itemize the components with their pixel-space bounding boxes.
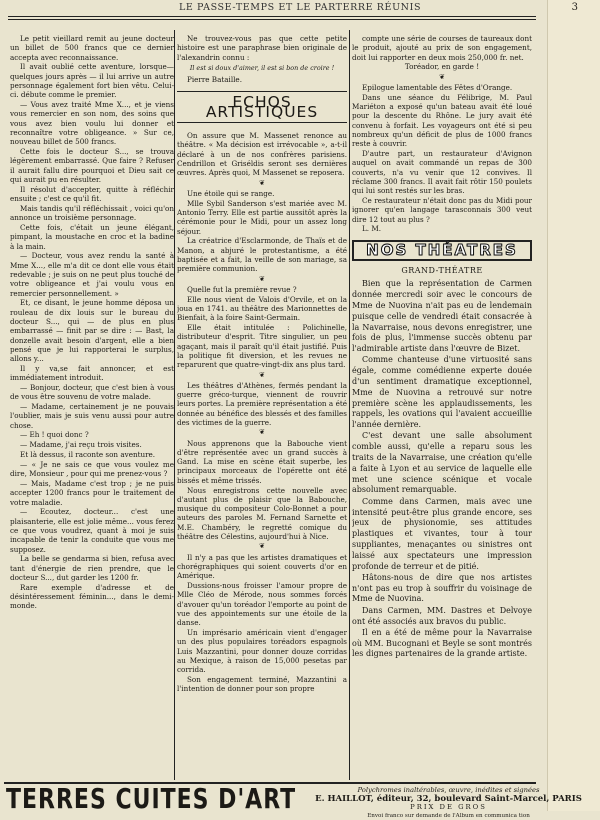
paragraph: La créatrice d'Esclarmonde, de Thaïs et de Manon, a abjuré le protestantisme, a été baptisée et a fait, la veille de son mariage, sa première communion. (177, 236, 347, 273)
paragraph: Et là dessus, il raconte son aventure. (10, 450, 174, 459)
paragraph: — Vous avez traité Mme X..., et je viens vous remercier en son nom, des soins que vous avez bien voulu lui donner et reconnaître votre obligeance. » Sur ce, nouveau billet de 500 francs. (10, 100, 174, 146)
paragraph: Elle était intitulée : Polichinelle, distributeur d'esprit. Titre singulier, un peu agaçant, mais il paraît qu'il était justifié. Puis la politique fit diversion, et les revues ne reparurent que quatre-vingt-dix ans plus tard. (177, 323, 347, 369)
paragraph: — Madame, j'ai reçu trois visites. (10, 440, 174, 449)
paragraph: — Mais, Madame c'est trop ; je ne puis accepter 1200 francs pour le traitement de votre maladie. (10, 479, 174, 507)
page-number: 3 (572, 2, 578, 13)
paragraph: Un imprésario américain vient d'engager un des plus populaires toréadors espagnols Luis Mazzantini, pour donner douze corridas au Mexique, à raison de 15,000 pesetas par corrida. (177, 628, 347, 674)
paragraph: Epilogue lamentable des Fêtes d'Orange. (352, 83, 532, 92)
advert-line: Envoi franco sur demande de l'Album en communica tion (306, 812, 591, 820)
paragraph: Il résolut d'accepter, quitte à réfléchir ensuite ; c'est ce qu'il fit. (10, 185, 174, 204)
running-title: LE PASSE-TEMPS ET LE PARTERRE RÉUNIS (0, 2, 600, 16)
column-1 (10, 34, 174, 779)
column-rule-2 (349, 30, 350, 780)
ornament-icon: ❦ (177, 371, 347, 380)
verse-quote: Il est si doux d'aimer, il est si bon de croire ! (177, 64, 347, 73)
advert-publisher: E. HAILLOT, éditeur, 32, boulevard Saint-Marcel, PARIS (306, 795, 591, 804)
paragraph: Il y va,se fait annoncer, et est immédiatement introduit. (10, 364, 174, 383)
column-3 (352, 34, 532, 779)
paragraph: Il n'y a pas que les artistes dramatiques et chorégraphiques qui soient couverts d'or en Amérique. (177, 553, 347, 581)
paragraph: Ne trouvez-vous pas que cette petite histoire est une paraphrase bien originale de l'alexandrin connu : (177, 34, 347, 62)
section-title-echos: ECHOS ARTISTIQUES (177, 91, 347, 123)
paragraph: Une étoile qui se range. (177, 189, 347, 198)
advertisement (6, 788, 596, 810)
paragraph: Bien que la représentation de Carmen donnée mercredi soir avec le concours de Mme de Nuovina n'ait pas eu de lendemain puisque celle de vendredi était consacrée à la Navarraise, nous devons enregistrer, une fois de plus, l'immense succès obtenu par l'admirable artiste dans l'œuvre de Bizet. (352, 279, 532, 355)
paragraph: — Bonjour, docteur, que c'est bien à vous de vous être souvenu de votre malade. (10, 383, 174, 402)
paragraph: — Madame, certainement je ne pouvais l'oublier, mais je suis venu aussi pour autre chose. (10, 402, 174, 430)
paragraph: Toréador, en garde ! (352, 62, 532, 71)
ornament-icon: ❦ (177, 275, 347, 284)
paragraph: Son engagement terminé, Mazzantini a l'intention de donner pour son propre (177, 675, 347, 694)
advert-headline: TERRES CUITES D'ART (6, 784, 296, 815)
paragraph: Rare exemple d'adresse et de désintéressement féminin..., dans le demi-monde. (10, 583, 174, 611)
paragraph: Cette fois le docteur S..., se trouva légèrement embarrassé. Que faire ? Refuser il aurait fallu dire pourquoi et Dieu sait ce qui aurait pu en résulter. (10, 147, 174, 184)
paragraph: Les théâtres d'Athènes, fermés pendant la guerre gréco-turque, viennent de rouvrir leurs portes. La première représentation a été donnée au bénéfice des blessés et des familles des victimes de la guerre. (177, 381, 347, 427)
paragraph: — Eh ! quoi donc ? (10, 430, 174, 439)
paragraph: Dussions-nous froisser l'amour propre de Mlle Cléo de Mérode, nous sommes forcés d'avouer qu'un toréador l'emporte au point de vue des appointements sur une étoile de la danse. (177, 581, 347, 627)
paragraph: C'est devant une salle absolument comble aussi, qu'elle a reparu sous les traits de la Navarraise, une création qu'elle a faite à Lyon et au service de laquelle elle met une science scénique et vocale absolument remarquable. (352, 431, 532, 496)
paragraph: Cette fois, c'était un jeune élégant, pimpant, la moustache en croc et la badine à la main. (10, 223, 174, 251)
header-rule-2 (8, 19, 536, 20)
paragraph: Mais tandis qu'il réfléchissait , voici qu'on annonce un troisième personnage. (10, 204, 174, 223)
advert-line: PRIX DE GROS (306, 803, 591, 812)
advert-line: Polychromes inaltérables, œuvre, inédites et signées (306, 786, 591, 795)
advert-details (306, 786, 591, 820)
paragraph: — Docteur, vous avez rendu la santé à Mme X..., elle m'a dit ce dont elle vous était redevable ; je suis on ne peut plus touché de votre obligeance et j'ai voulu vous en remercier personnellement. » (10, 251, 174, 297)
section-title-theatres: NOS THÉATRES (352, 240, 532, 261)
paragraph: Nous enregistrons cette nouvelle avec d'autant plus de plaisir que la Babouche, musique du compositeur Colo-Bonnet a pour auteurs des paroles M. Fernand Sarnette et M.E. Chambéry, le regretté comique du théâtre des Célestins, aujourd'hui à Nice. (177, 486, 347, 542)
paragraph: Dans Carmen, MM. Dastres et Delvoye ont été associés aux bravos du public. (352, 606, 532, 628)
paragraph: Dans une séance du Félibrige, M. Paul Mariéton a exposé qu'un bateau avait été loué pour la descente du Rhône. Le jury avait été convenu à forfait. Les voyageurs ont été si peu nombreux qu'un déficit de plus de 1000 francs reste à couvrir. (352, 93, 532, 149)
ornament-icon: ❦ (177, 542, 347, 551)
paragraph: Elle nous vient de Valois d'Orvile, et on la joua en 1741. au théâtre des Marionnettes de Bienfait, à la foire Saint-Germain. (177, 295, 347, 323)
paragraph: compte une série de courses de taureaux dont le produit, ajouté au prix de son engagement, doit lui rapporter en deux mois 250,000 fr. net. (352, 34, 532, 62)
ornament-icon: ❦ (177, 179, 347, 188)
header-rule (8, 16, 536, 17)
paragraph: Il avait oublié cette aventure, lorsque— quelques jours après — il lui arrive un autre personnage également fort bien vêtu. Celui-ci. débute comme le premier. (10, 62, 174, 99)
paragraph: Comme chanteuse d'une virtuosité sans égale, comme comédienne experte douée d'un sentiment dramatique exceptionnel, Mme de Nuovina a retrouvé sur notre première scène les applaudissements, les rappels, les ovations qui l'avaient accueillie l'année dernière. (352, 355, 532, 431)
paragraph: On assure que M. Massenet renonce au théâtre. « Ma décision est irrévocable », a-t-il déclaré à un de nos confrères parisiens. Cendrillon et Griséldis seront ses dernières œuvres. Après quoi, M Massenet se reposera. (177, 131, 347, 177)
ornament-icon: ❦ (177, 428, 347, 437)
ornament-icon: ❦ (352, 73, 532, 82)
paragraph: Comme dans Carmen, mais avec une intensité peut-être plus grande encore, ses jeux de physionomie, ses attitudes plastiques et vivantes, tour à tour suppliantes, menaçantes ou sinistres ont laissé aux spectateurs une impression profonde de terreur et de pitié. (352, 497, 532, 573)
paragraph: Nous apprenons que la Babouche vient d'être représentée avec un grand succès à Gand. La mise en scène était superbe, les principaux morceaux de l'opérette ont été bissés et même trissés. (177, 439, 347, 485)
paragraph: Quelle fut la première revue ? (177, 285, 347, 294)
article-signature: Pierre Bataille. (177, 75, 347, 84)
paragraph: Il en a été de même pour la Navarraise où MM. Bucognani et Beyle se sont montrés les dignes partenaires de la grande artiste. (352, 628, 532, 660)
section-subtitle: GRAND-THÉATRE (352, 266, 532, 275)
paragraph: Et, ce disant, le jeune homme déposa un rouleau de dix louis sur le bureau du docteur S..., qui — de plus en plus embarrassé — finit par se dire : — Bast, la donzelle avait besoin d'argent, elle a bien pensé que je lui rapporterai le surplus, allons y... (10, 298, 174, 363)
page-binding-margin (547, 0, 600, 811)
paragraph: Mlle Sybil Sanderson s'est mariée avec M. Antonio Terry. Elle est partie aussitôt après la cérémonie pour le Midi, pour un assez long séjour. (177, 199, 347, 236)
paragraph: Hâtons-nous de dire que nos artistes n'ont pas eu trop à souffrir du voisinage de Mme de Nuovina. (352, 573, 532, 605)
column-2 (177, 34, 347, 779)
paragraph: La belle se gendarma si bien, refusa avec tant d'énergie de rien prendre, que le docteur S..., dut garder les 1200 fr. (10, 554, 174, 582)
paragraph: Le petit vieillard remit au jeune docteur un billet de 500 francs que ce dernier accepta avec reconnaissance. (10, 34, 174, 62)
paragraph: — Ecoutez, docteur... c'est une plaisanterie, elle est jolie même... vous ferez ce que vous voudrez, quant à moi je suis incapable de tenir la conduite que vous me supposez. (10, 507, 174, 553)
paragraph: — « Je ne sais ce que vous voulez me dire, Monsieur , pour qui me prenez-vous ? (10, 460, 174, 479)
paragraph: Ce restaurateur n'était donc pas du Midi pour ignorer qu'en langage tarasconnais 300 veut dire 12 tout au plus ? (352, 196, 532, 224)
paragraph: D'autre part, un restaurateur d'Avignon auquel on avait commandé un repas de 300 couverts, n'a vu venir que 12 convives. Il réclame 300 francs. Il avait fait rôtir 150 poulets qui lui sont restés sur les bras. (352, 149, 532, 195)
article-signature: L. M. (352, 224, 532, 233)
column-rule-1 (174, 30, 175, 780)
